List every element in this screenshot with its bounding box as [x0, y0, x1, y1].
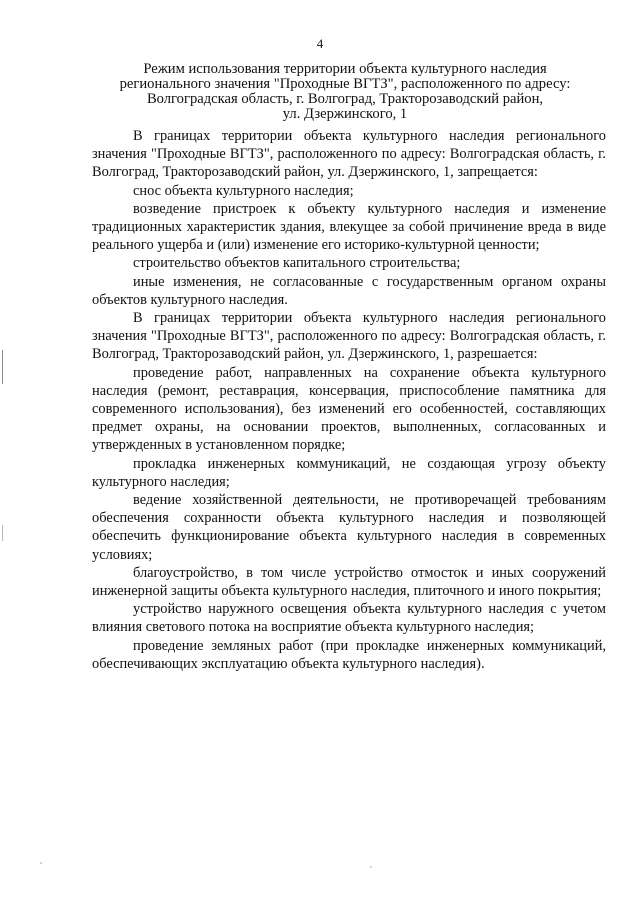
title-line: регионального значения "Проходные ВГТЗ", расположенного по адресу:: [119, 76, 571, 92]
paragraph-item: ведение хозяйственной деятельности, не противоречащей требованиям обеспечения сохранности объекта культурного наследия и позволяющей обеспечить функционирование объекта культурного наследия в современных условиях;: [92, 492, 606, 563]
paragraph-permitted-intro: В границах территории объекта культурного наследия регионального значения "Проходные ВГТЗ", расположенного по адресу: Волгоградская область, г. Волгоград, Тракторозаводский район, ул. Дзержинского, 1, разрешается:: [92, 310, 606, 363]
paragraph-item: иные изменения, не согласованные с государственным органом охраны объектов культурного наследия.: [92, 273, 606, 308]
paragraph-item: устройство наружного освещения объекта культурного наследия с учетом влияния светового потока на восприятие объекта культурного наследия;: [92, 601, 606, 636]
page-number: 4: [316, 36, 324, 51]
scan-speck: [370, 866, 372, 868]
scan-edge-mark: [2, 350, 3, 384]
scan-edge-mark: [2, 525, 3, 541]
paragraph-item: прокладка инженерных коммуникаций, не создающая угрозу объекту культурного наследия;: [92, 455, 606, 490]
paragraph-prohibited-intro: В границах территории объекта культурного наследия регионального значения "Проходные ВГТЗ", расположенного по адресу: Волгоградская область, г. Волгоград, Тракторозаводский район, ул. Дзержинского, 1, запрещается:: [92, 128, 606, 181]
paragraph-item: проведение работ, направленных на сохранение объекта культурного наследия (ремонт, реставрация, консервация, приспособление памятника для современного использования), без изменений его особенностей, составляющих предмет охраны, на основании проектов, выполненных, согласованных и утвержденных в установленном порядке;: [92, 364, 606, 454]
paragraph-item: благоустройство, в том числе устройство отмосток и иных сооружений инженерной защиты объекта культурного наследия, плиточного и иного покрытия;: [92, 564, 606, 600]
paragraph-item: проведение земляных работ (при прокладке инженерных коммуникаций, обеспечивающих эксплуатацию объекта культурного наследия).: [92, 637, 606, 672]
document-body: [92, 127, 606, 673]
paragraph-item: строительство объектов капитального строительства;: [133, 255, 461, 272]
document-title: [60, 62, 630, 122]
paragraph-item: снос объекта культурного наследия;: [133, 182, 354, 199]
title-line: Режим использования территории объекта культурного наследия: [143, 61, 547, 77]
scan-speck: [40, 862, 42, 864]
title-line: Волгоградская область, г. Волгоград, Тракторозаводский район,: [146, 91, 544, 107]
paragraph-item: возведение пристроек к объекту культурного наследия и изменение традиционных характеристик здания, влекущее за собой причинение вреда в виде реального ущерба и (или) изменение его историко-культурной ценности;: [92, 200, 606, 254]
title-line: ул. Дзержинского, 1: [282, 106, 408, 122]
